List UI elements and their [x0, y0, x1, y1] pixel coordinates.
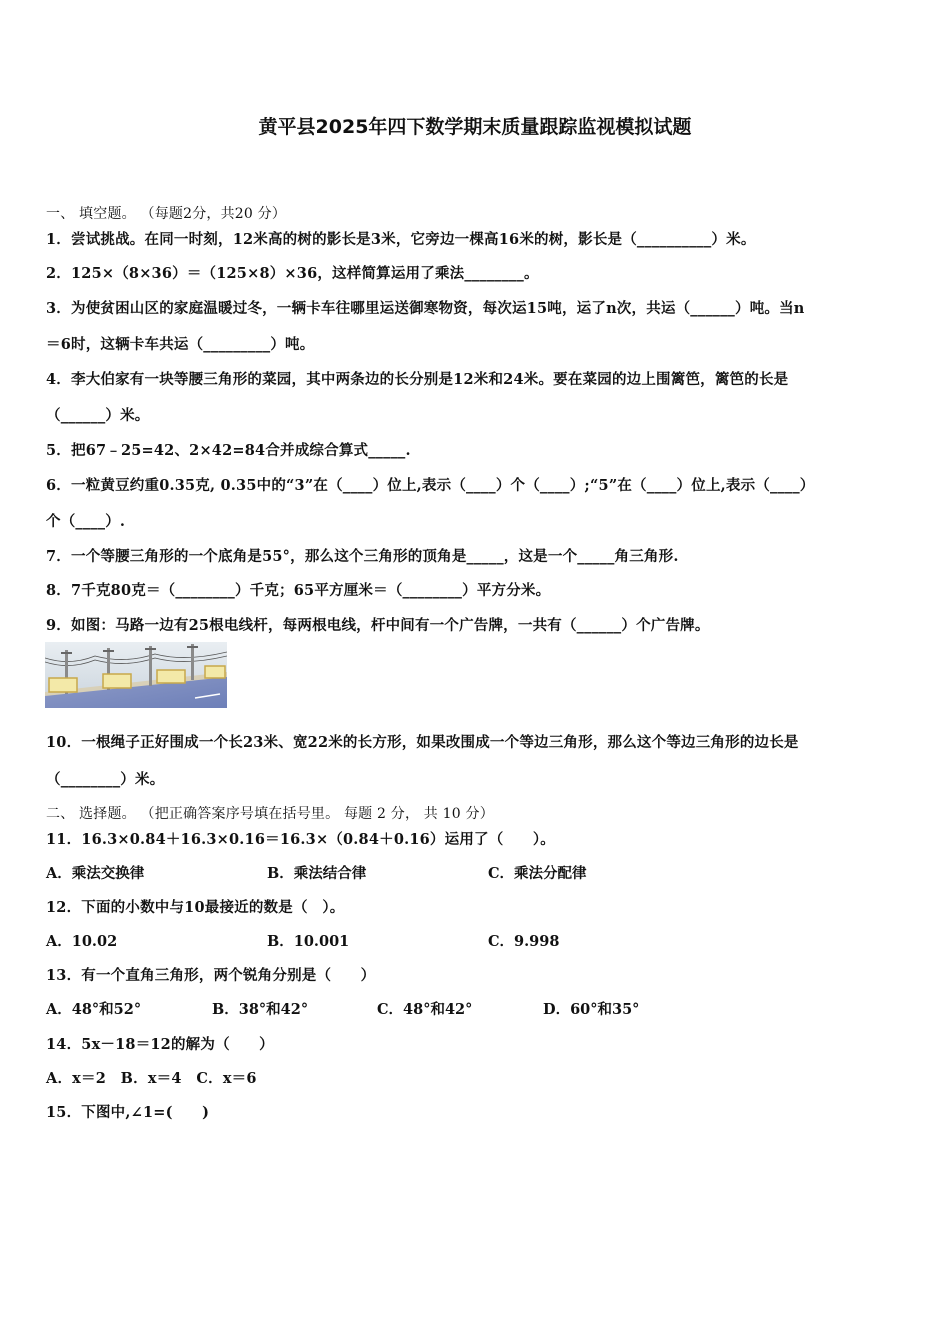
q13-option-c: C．48°和42° — [377, 1001, 473, 1018]
question-5: 5．把67﹣25=42、2×42=84合并成综合算式_____. — [46, 442, 411, 459]
q11-option-a: A．乘法交换律 — [46, 865, 145, 882]
section-header-fill-blank: 一、 填空题。 （每题2分，共20 分） — [46, 206, 287, 222]
page-title: 黄平县2025年四下数学期末质量跟踪监视模拟试题 — [258, 116, 692, 138]
q12-option-b: B．10.001 — [267, 933, 350, 950]
q12-option-a: A．10.02 — [46, 933, 118, 950]
q13-option-a: A．48°和52° — [46, 1001, 142, 1018]
section-header-multiple-choice: 二、 选择题。 （把正确答案序号填在括号里。 每题 2 分， 共 10 分） — [46, 806, 494, 822]
question-4-line-1: 4．李大伯家有一块等腰三角形的菜园，其中两条边的长分别是12米和24米。要在菜园的边上围篱笆，篱笆的长是 — [46, 371, 789, 388]
question-15: 15．下图中,∠1=( ) — [46, 1104, 210, 1121]
question-3-line-2: ＝6时，这辆卡车共运（_________）吨。 — [46, 336, 315, 353]
question-2: 2．125×（8×36）＝（125×8）×36，这样简算运用了乘法________。 — [46, 265, 539, 282]
question-9: 9．如图：马路一边有25根电线杆，每两根电线，杆中间有一个广告牌，一共有（______）个广告牌。 — [46, 617, 710, 634]
q13-option-b: B．38°和42° — [212, 1001, 309, 1018]
question-3-line-1: 3．为使贫困山区的家庭温暖过冬，一辆卡车往哪里运送御寒物资，每次运15吨，运了n次，共运（______）吨。当n — [46, 300, 805, 317]
question-10-line-2: （________）米。 — [46, 771, 165, 788]
question-1: 1．尝试挑战。在同一时刻，12米高的树的影长是3米，它旁边一棵高16米的树，影长是（__________）米。 — [46, 231, 756, 248]
question-6-line-2: 个（____）. — [46, 513, 126, 530]
question-11: 11．16.3×0.84＋16.3×0.16＝16.3×（0.84＋0.16）运用了（ ）。 — [46, 831, 555, 848]
question-6-line-1: 6．一粒黄豆约重0.35克, 0.35中的“3”在（____）位上,表示（____）个（____）;“5”在（____）位上,表示（____） — [46, 477, 815, 494]
question-8: 8．7千克80克＝（________）千克；65平方厘米＝（________）平方分米。 — [46, 582, 551, 599]
q13-option-d: D．60°和35° — [543, 1001, 640, 1018]
q12-option-c: C．9.998 — [488, 933, 560, 950]
q11-option-c: C．乘法分配律 — [488, 865, 587, 882]
question-7: 7．一个等腰三角形的一个底角是55°，那么这个三角形的顶角是_____，这是一个_____角三角形. — [46, 548, 679, 565]
road-poles-illustration — [45, 642, 227, 708]
question-10-line-1: 10．一根绳子正好围成一个长23米、宽22米的长方形，如果改围成一个等边三角形，那么这个等边三角形的边长是 — [46, 734, 799, 751]
question-4-line-2: （______）米。 — [46, 407, 150, 424]
question-13: 13．有一个直角三角形，两个锐角分别是（ ） — [46, 967, 376, 984]
q14-options: A．x＝2 B．x＝4 C．x＝6 — [46, 1070, 257, 1087]
question-12: 12．下面的小数中与10最接近的数是（ ）。 — [46, 899, 345, 916]
q11-option-b: B．乘法结合律 — [267, 865, 367, 882]
question-14: 14．5x－18＝12的解为（ ） — [46, 1036, 274, 1053]
